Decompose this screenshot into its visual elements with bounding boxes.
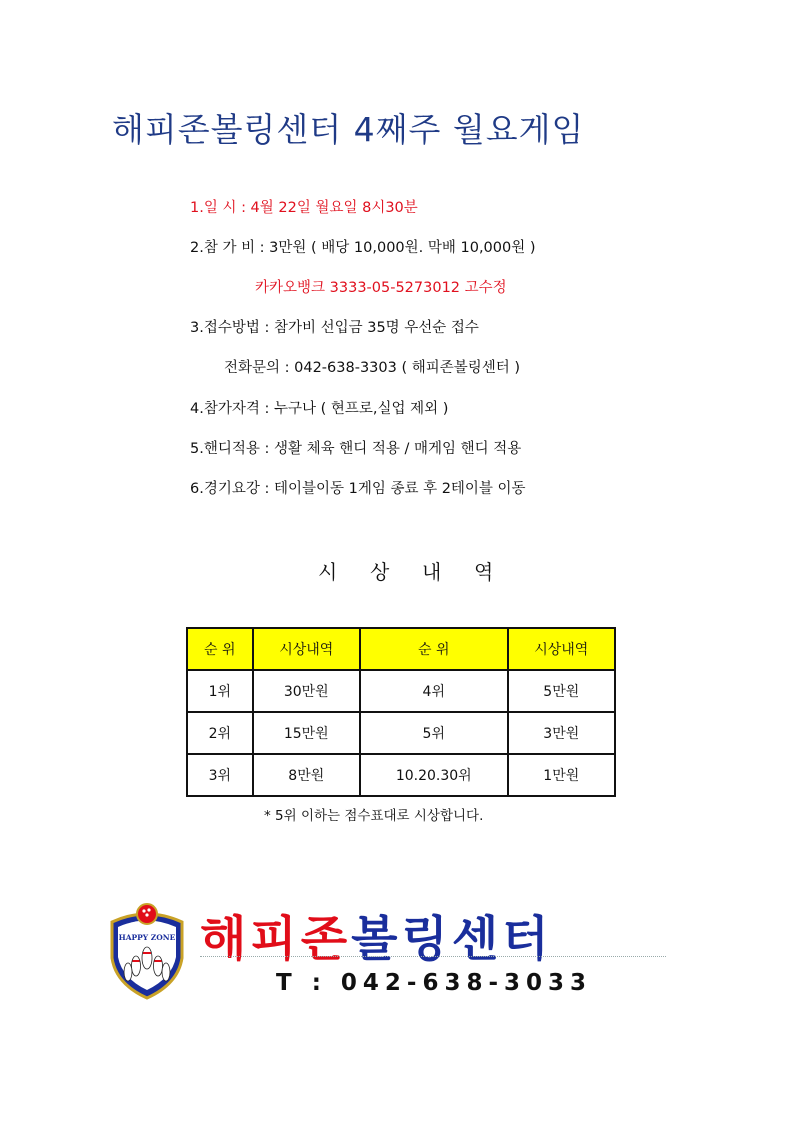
divider — [200, 956, 666, 957]
table-cell: 2위 — [187, 712, 253, 754]
table-cell: 8만원 — [253, 754, 360, 796]
header-cell: 시상내역 — [253, 628, 360, 670]
table-row — [187, 712, 615, 754]
table-cell: 5위 — [360, 712, 508, 754]
table-cell: 3위 — [187, 754, 253, 796]
info-registration: 3.접수방법 : 참가비 선입금 35명 우선순 접수 — [190, 320, 479, 336]
prize-table — [186, 627, 616, 797]
info-rules: 6.경기요강 : 테이블이동 1게임 종료 후 2테이블 이동 — [190, 481, 526, 497]
happy-zone-emblem — [106, 900, 188, 1000]
table-cell: 30만원 — [253, 670, 360, 712]
section-title-char: 내 — [422, 560, 442, 584]
table-cell: 1위 — [187, 670, 253, 712]
table-cell: 3만원 — [508, 712, 615, 754]
emblem-text: HAPPY ZONE — [118, 933, 176, 942]
prize-table-header — [187, 628, 615, 670]
brand-name-red: 해피존 — [200, 911, 352, 967]
bowling-shield-icon — [106, 900, 188, 1000]
brand-name — [200, 900, 553, 969]
info-phone: 전화문의 : 042-638-3303 ( 해피존볼링센터 ) — [224, 360, 521, 376]
table-cell: 4위 — [360, 670, 508, 712]
table-row — [187, 754, 615, 796]
section-title-char: 상 — [370, 560, 390, 584]
page-title: 해피존볼링센터 4째주 월요게임 — [112, 110, 585, 149]
table-row — [187, 670, 615, 712]
table-cell: 15만원 — [253, 712, 360, 754]
section-title-char: 시 — [318, 560, 338, 584]
header-cell: 시상내역 — [508, 628, 615, 670]
brand-telephone: T : 042-638-3033 — [276, 970, 593, 996]
info-fee: 2.참 가 비 : 3만원 ( 배당 10,000원. 막배 10,000원 ) — [190, 240, 536, 256]
header-cell: 순 위 — [360, 628, 508, 670]
info-date: 1.일 시 : 4월 22일 월요일 8시30분 — [190, 200, 418, 216]
header-cell: 순 위 — [187, 628, 253, 670]
section-title — [318, 556, 526, 585]
table-cell: 10.20.30위 — [360, 754, 508, 796]
info-eligibility: 4.참가자격 : 누구나 ( 현프로,실업 제외 ) — [190, 401, 449, 417]
info-bank: 카카오뱅크 3333-05-5273012 고수정 — [255, 280, 507, 296]
table-cell: 1만원 — [508, 754, 615, 796]
section-title-char: 역 — [474, 560, 494, 584]
table-cell: 5만원 — [508, 670, 615, 712]
info-handicap: 5.핸디적용 : 생활 체육 핸디 적용 / 매게임 핸디 적용 — [190, 441, 522, 457]
prize-note: * 5위 이하는 점수표대로 시상합니다. — [264, 808, 484, 824]
brand-name-blue: 볼링센터 — [351, 911, 553, 967]
